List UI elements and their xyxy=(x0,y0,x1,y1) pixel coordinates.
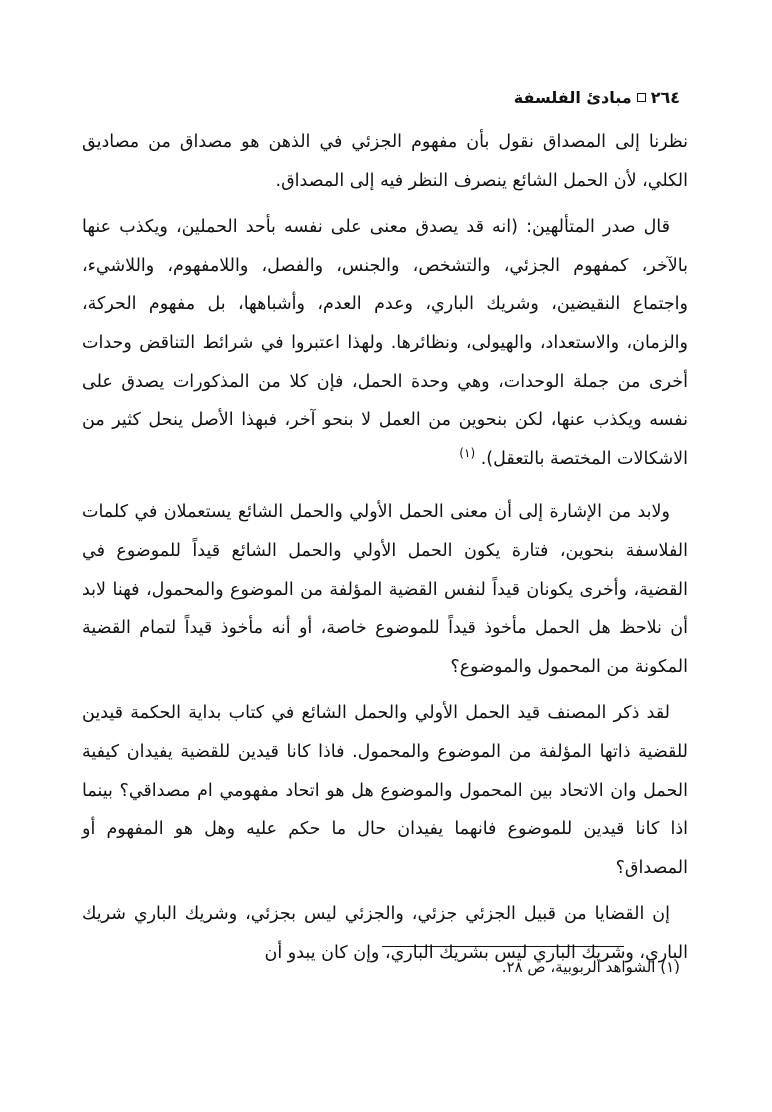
paragraph: لقد ذكر المصنف قيد الحمل الأولي والحمل الشائع في كتاب بداية الحكمة قيدين للقضية ذاتها المؤلفة من الموضوع والمحمول. فاذا كانا قيدين للقضية يفيدان كيفية الحمل وان الاتحاد بين المحمول والموضوع هل هو اتحاد مفهومي ام مصداقي؟ بينما اذا كانا قيدين للموضوع فانهما يفيدان حال ما حكم عليه وهل هو المفهوم أو المصداق؟ xyxy=(82,703,688,878)
paragraph-quote: قال صدر المتألهين: (انه قد يصدق معنى على نفسه بأحد الحملين، ويكذب عنها بالآخر، كمفهوم الجزئي، والتشخص، والجنس، والفصل، واللامفهوم، واللاشيء، واجتماع النقيضين، وشريك الباري، وعدم العدم، وأشباهها، بل مفهوم الحركة، والزمان، والاستعداد، والهيولى، ونظائرها. ولهذا اعتبروا في شرائط التناقض وحدات أخرى من جملة الوحدات، وهي وحدة الحمل، فإن كلا من المذكورات يصدق على نفسه ويكذب عنها، لكن بنحوين من العمل لا بنحو آخر، فبهذا الأصل ينحل كثير من الاشكالات المختصة بالتعقل). $^{(١)}$ xyxy=(82,217,688,469)
paragraph-continuation: نظرنا إلى المصداق نقول بأن مفهوم الجزئي في الذهن هو مصداق من مصاديق الكلي، لأن الحمل الشائع ينصرف النظر فيه إلى المصداق. xyxy=(82,132,688,191)
footnote-divider xyxy=(382,946,624,947)
running-header xyxy=(514,88,680,107)
footnote xyxy=(502,958,680,976)
footnote-text: الشواهد الربوبية، ص ٢٨. xyxy=(501,958,656,976)
footnote-number: (١) xyxy=(660,958,680,976)
paragraph: إن القضايا من قبيل الجزئي جزئي، والجزئي ليس بجزئي، وشريك الباري شريك الباري، وشريك الباري ليس بشريك الباري، وإن كان يبدو أن xyxy=(82,904,688,963)
footnote-reference: (١) xyxy=(459,445,476,460)
book-title: مبادئ الفلسفة xyxy=(513,88,632,107)
paragraph: ولابد من الإشارة إلى أن معنى الحمل الأولي والحمل الشائع يستعملان في كلمات الفلاسفة بنحوين، فتارة يكون الحمل الأولي والحمل الشائع قيداً للموضوع في القضية، وأخرى يكونان قيداً لنفس القضية المؤلفة من الموضوع والمحمول، فهنا لابد أن نلاحظ هل الحمل مأخوذ قيداً للموضوع خاصة، أو أنه مأخوذ قيداً لتمام القضية المكونة من المحمول والموضوع؟ xyxy=(82,502,688,677)
body-text xyxy=(82,123,688,972)
page-number: ٢٦٤ xyxy=(650,88,680,107)
header-square-icon xyxy=(637,93,646,102)
